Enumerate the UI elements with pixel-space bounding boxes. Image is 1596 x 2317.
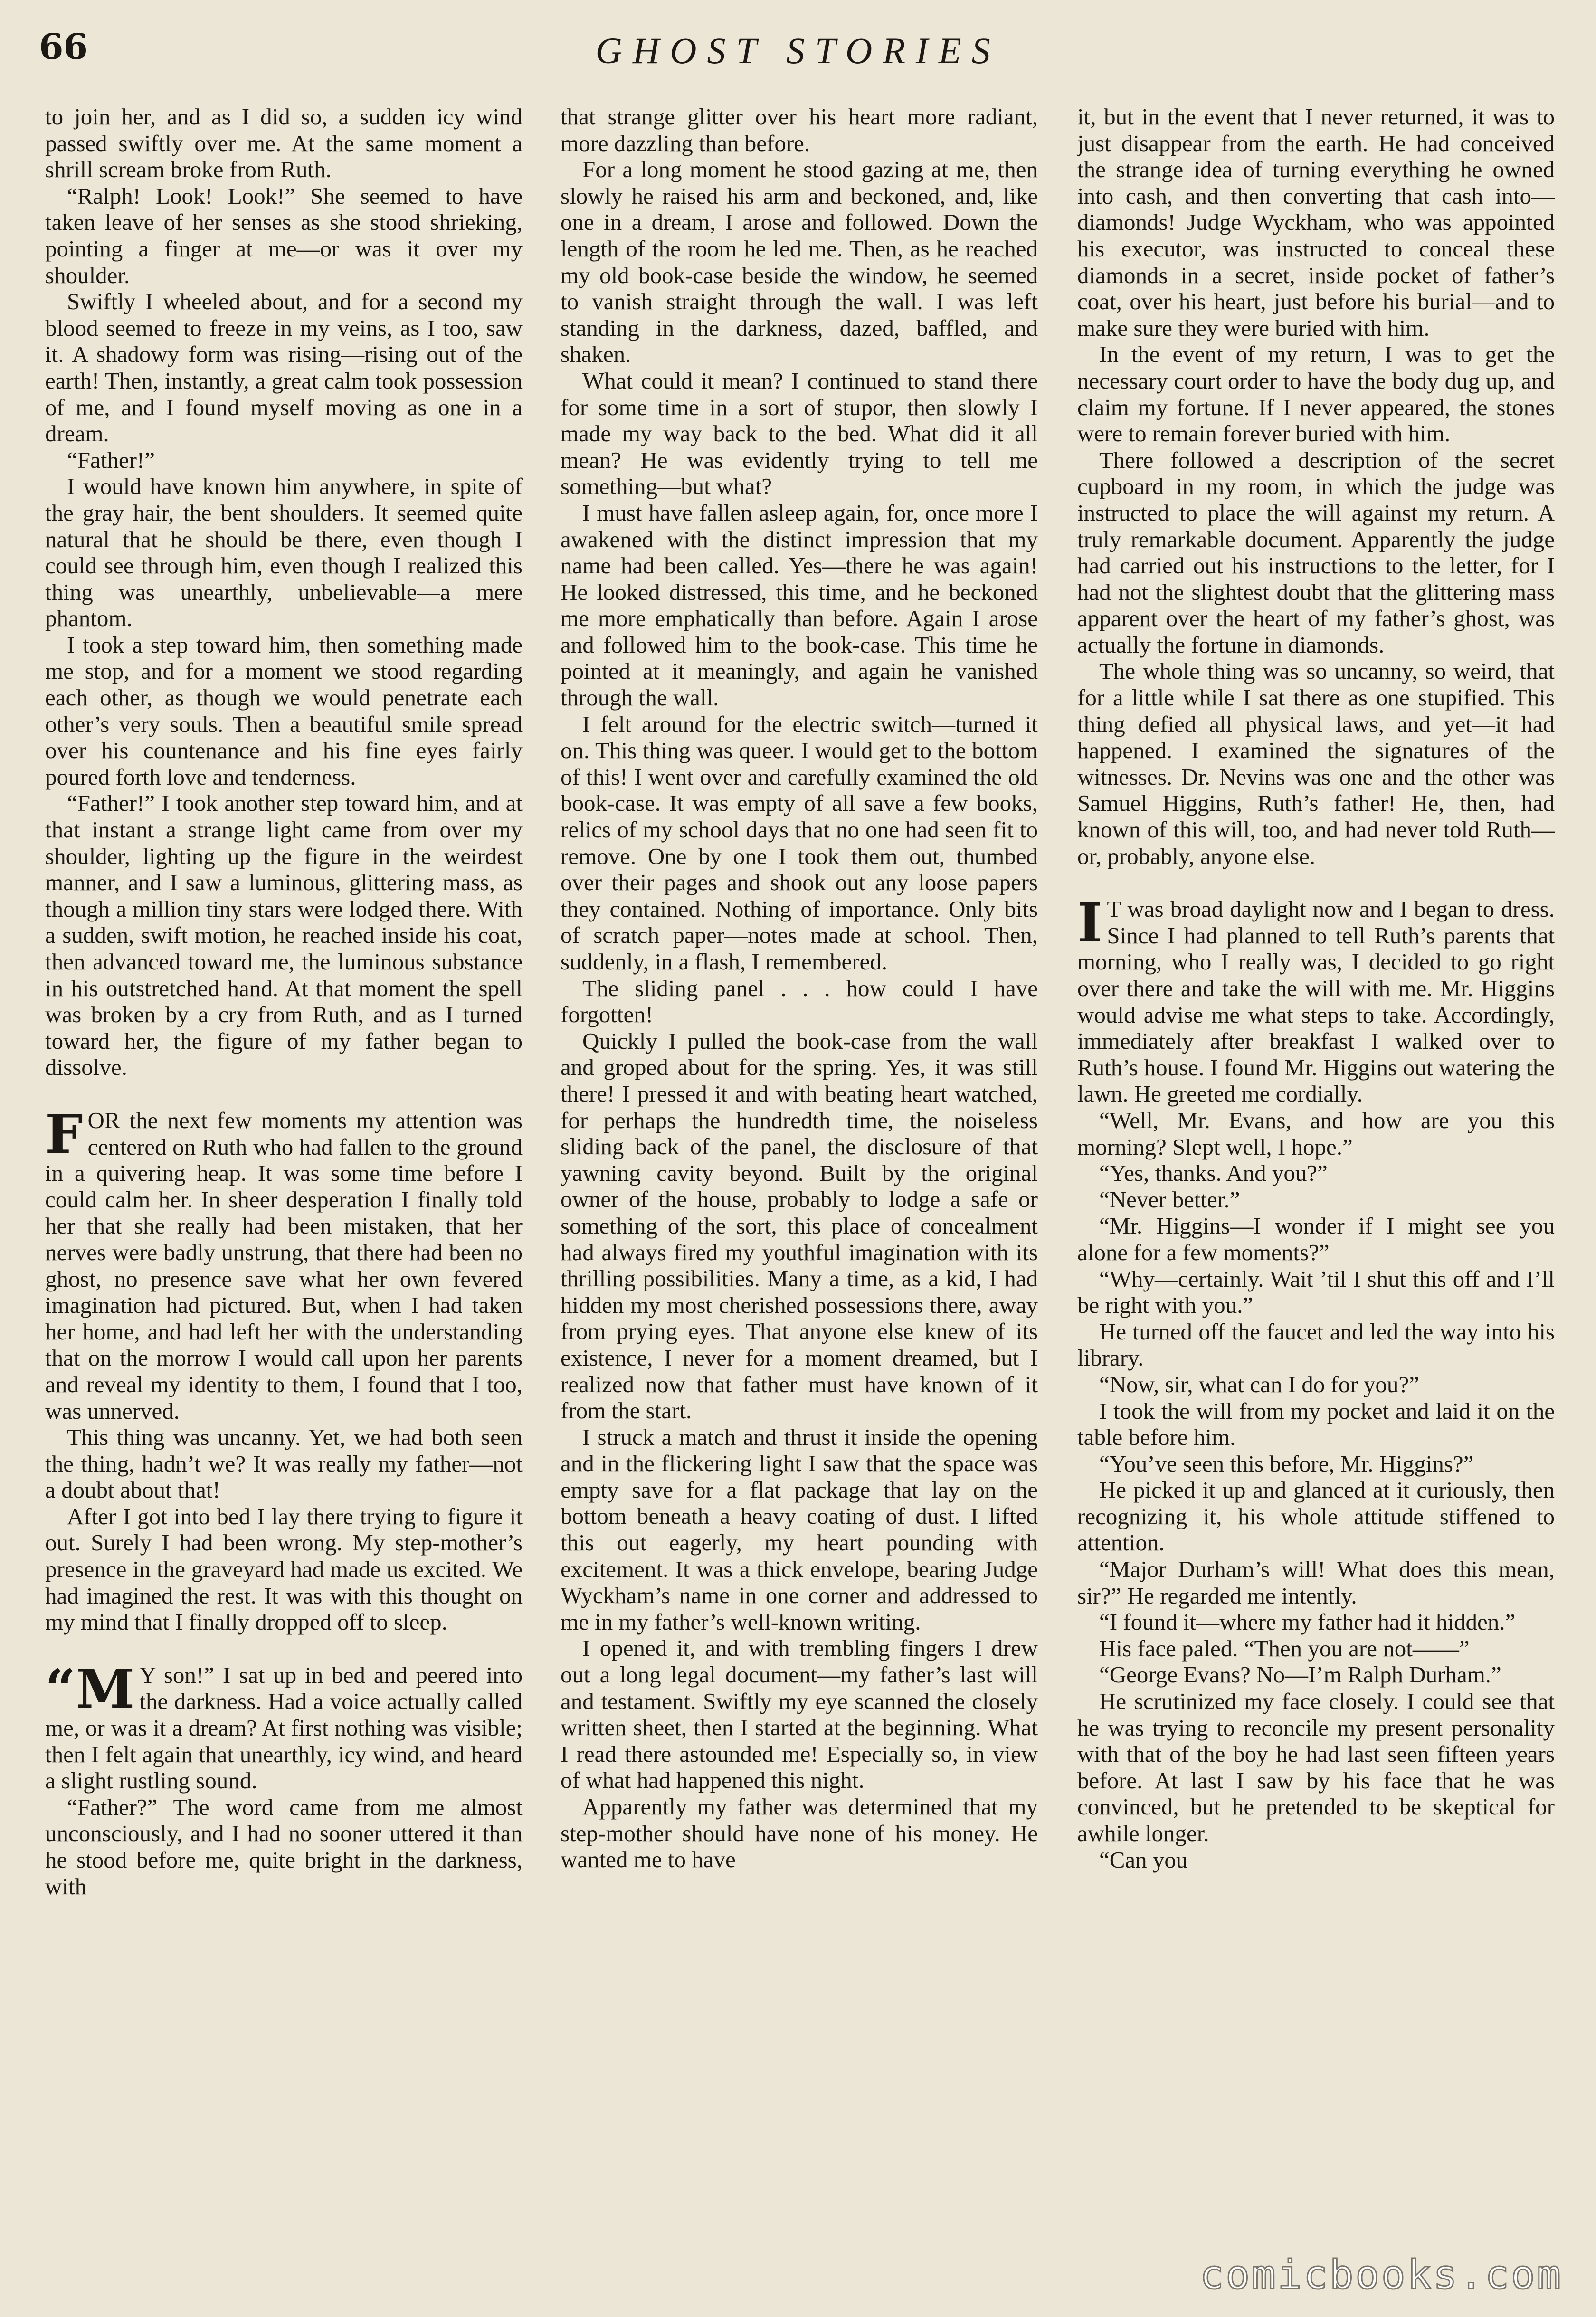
paragraph-text: Apparently my father was determined that my step-mother should have none of his money. He wanted me to have — [560, 1794, 1038, 1873]
paragraph — [1077, 1398, 1555, 1451]
paragraph-text: “Why—certainly. Wait ’til I shut this off and I’ll be right with you.” — [1077, 1265, 1555, 1319]
paragraph — [560, 104, 1038, 156]
paragraph — [1077, 658, 1555, 869]
paragraph-text: The whole thing was so uncanny, so weird, that for a little while I sat there as one stupified. This thing defied all physical laws, and yet—it had happened. I examined the signatures of the witnesses. Dr. Nevins was one and the other was Samuel Higgins, Ruth’s father! He, then, had known of this will, too, and had never told Ruth—or, probably, anyone else. — [1077, 658, 1555, 869]
paragraph — [1077, 1556, 1555, 1609]
paragraph — [45, 183, 522, 288]
paragraph — [560, 975, 1038, 1028]
paragraph-text: T was broad daylight now and I began to dress. Since I had planned to tell Ruth’s parents that morning, who I really was, I decided to go right over there and take the will with me. Mr. Higgins would advise me what steps to take. Accordingly, immediately after breakfast I walked over to Ruth’s house. I found Mr. Higgins out watering the lawn. He greeted me cordially. — [1077, 896, 1555, 1107]
paragraph-text: “Never better.” — [1099, 1186, 1240, 1213]
paragraph-text: This thing was uncanny. Yet, we had both seen the thing, hadn’t we? It was really my father—not a doubt about that! — [45, 1424, 522, 1503]
paragraph-text: OR the next few moments my attention was centered on Ruth who had fallen to the ground in a quivering heap. It was some time before I could calm her. In sheer desperation I finally told her that she really had been mistaken, that her nerves were badly unstrung, that there had been no ghost, no presence save what her own fevered imagination had pictured. But, when I had taken her home, and had left her with the understanding that on the morrow I would call upon her parents and reveal my identity to them, I found that I too, was unnerved. — [45, 1107, 522, 1424]
paragraph — [560, 1635, 1038, 1794]
paragraph-text: to join her, and as I did so, a sudden icy wind passed swiftly over me. At the same moment a shrill scream broke from Ruth. — [45, 104, 522, 183]
paragraph-text: “Father!” — [67, 446, 155, 473]
paragraph-text: I would have known him anywhere, in spite of the gray hair, the bent shoulders. It seemed quite natural that he should be there, even though I could see through him, even though I realized this thing was unearthly, unbelievable—a mere phantom. — [45, 473, 522, 632]
section-paragraph — [45, 1658, 522, 1794]
paragraph-text: “Can you — [1099, 1846, 1188, 1873]
paragraph-text: What could it mean? I continued to stand there for some time in a sort of stupor, then slowly I made my way back to the bed. What did it all mean? He was evidently trying to tell me something—but what? — [560, 367, 1038, 500]
page-number: 66 — [39, 27, 88, 67]
paragraph — [560, 368, 1038, 500]
paragraph-text: “Major Durham’s will! What does this mean, sir?” He regarded me intently. — [1077, 1556, 1555, 1609]
paragraph-text: There followed a description of the secret cupboard in my room, in which the judge was instructed to place the will against my return. A truly remarkable document. Apparently the judge had carried out his instructions to the letter, for I had not the slightest doubt that the glittering mass apparent over the heart of my father’s ghost, was actually the fortune in diamonds. — [1077, 446, 1555, 658]
paragraph — [560, 500, 1038, 711]
paragraph — [45, 632, 522, 790]
paragraph-text: “Father!” I took another step toward him, and at that instant a strange light came from over my shoulder, lighting up the figure in the weirdest manner, and I saw a luminous, glittering mass, as though a million tiny stars were lodged there. With a sudden, swift motion, he reached inside his coat, then advanced toward me, the luminous substance in his outstretched hand. At that moment the spell was broken by a cry from Ruth, and as I turned toward her, the figure of my father began to dissolve. — [45, 790, 522, 1081]
drop-cap: F — [45, 1103, 83, 1166]
paragraph — [1077, 1662, 1555, 1688]
paragraph-text: “Yes, thanks. And you?” — [1099, 1160, 1328, 1187]
paragraph — [1077, 1107, 1555, 1160]
paragraph — [560, 156, 1038, 368]
paragraph — [45, 790, 522, 1081]
paragraph — [1077, 1187, 1555, 1213]
paragraph-text: “Ralph! Look! Look!” She seemed to have taken leave of her senses as she stood shrieking, pointing a finger at me—or was it over my shoulder. — [45, 182, 522, 288]
paragraph — [45, 473, 522, 632]
paragraph — [1077, 1847, 1555, 1873]
paragraph-text: The sliding panel . . . how could I have forgotten! — [560, 975, 1038, 1028]
paragraph-text: “Now, sir, what can I do for you?” — [1099, 1371, 1419, 1397]
paragraph-text: “Mr. Higgins—I wonder if I might see you alone for a few moments?” — [1077, 1213, 1555, 1265]
paragraph — [1077, 341, 1555, 446]
section-paragraph — [1077, 892, 1555, 1107]
paragraph-text: that strange glitter over his heart more radiant, more dazzling than before. — [560, 104, 1038, 156]
paragraph — [45, 1503, 522, 1635]
text-column-1 — [45, 104, 522, 2270]
paragraph-text: I must have fallen asleep again, for, once more I awakened with the distinct impression that my name had been called. Yes—there he was again! He looked distressed, this time, and he beckoned me more emphatically than before. Again I arose and followed him to the book-case. This time he pointed at it meaningly, and again he vanished through the wall. — [560, 499, 1038, 711]
paragraph-text: I struck a match and thrust it inside the opening and in the flickering light I saw that the space was empty save for a flat package that lay on the bottom beneath a heavy coating of dust. I lifted this out eagerly, my heart pounding with excitement. It was a thick envelope, bearing Judge Wyckham’s name in one corner and addressed to me in my father’s well-known writing. — [560, 1424, 1038, 1635]
paragraph-text: He turned off the faucet and led the way into his library. — [1077, 1318, 1555, 1371]
paragraph-text: Quickly I pulled the book-case from the wall and groped about for the spring. Yes, it was still there! I pressed it and with beating heart watched, for perhaps the hundredth time, the noiseless sliding back of the panel, the disclosure of that yawning cavity beyond. Built by the original owner of the house, probably to lodge a safe or something of the sort, this place of concealment had always fired my youthful imagination with its thrilling possibilities. Many a time, as a kid, I had hidden my most cherished possessions there, away from prying eyes. That anyone else knew of its existence, I never for a moment dreamed, but I realized now that father must have known of it from the start. — [560, 1027, 1038, 1424]
paragraph-text: Swiftly I wheeled about, and for a second my blood seemed to freeze in my veins, as I too, saw it. A shadowy form was rising—rising out of the earth! Then, instantly, a great calm took possession of me, and I found myself moving as one in a dream. — [45, 288, 522, 447]
paragraph — [1077, 1160, 1555, 1187]
paragraph — [1077, 1688, 1555, 1847]
paragraph-text: I felt around for the electric switch—turned it on. This thing was queer. I would get to the bottom of this! I went over and carefully examined the old book-case. It was empty of all save a few books, relics of my school days that no one had seen fit to remove. One by one I took them out, thumbed over their pages and shook out any loose papers they contained. Nothing of importance. Only bits of scratch paper—notes made at school. Then, suddenly, in a flash, I remembered. — [560, 711, 1038, 975]
running-title: GHOST STORIES — [595, 30, 1001, 71]
paragraph-text: For a long moment he stood gazing at me, then slowly he raised his arm and beckoned, and, like one in a dream, I arose and followed. Down the length of the room he led me. Then, as he reached my old book-case beside the window, he seemed to vanish straight through the wall. I was left standing in the darkness, dazed, baffled, and shaken. — [560, 156, 1038, 368]
paragraph-text: “Well, Mr. Evans, and how are you this morning? Slept well, I hope.” — [1077, 1107, 1555, 1160]
paragraph — [1077, 1451, 1555, 1477]
paragraph-text: Y son!” I sat up in bed and peered into the darkness. Had a voice actually called me, or was it a dream? At first nothing was visible; then I felt again that unearthly, icy wind, and heard a slight rustling sound. — [45, 1662, 522, 1794]
paragraph-text: I took a step toward him, then something made me stop, and for a moment we stood regarding each other, as though we would penetrate each other’s very souls. Then a beautiful smile spread over his countenance and his fine eyes fairly poured forth love and tenderness. — [45, 631, 522, 790]
paragraph-text: His face paled. “Then you are not——” — [1099, 1635, 1470, 1662]
paragraph — [45, 104, 522, 183]
paragraph-text: He picked it up and glanced at it curiously, then recognizing it, his whole attitude stiffened to attention. — [1077, 1477, 1555, 1556]
paragraph — [1077, 104, 1555, 341]
paragraph — [1077, 1477, 1555, 1556]
paragraph — [45, 1424, 522, 1503]
paragraph — [1077, 1371, 1555, 1398]
paragraph — [1077, 1609, 1555, 1635]
paragraph-text: I opened it, and with trembling fingers I drew out a long legal document—my father’s last will and testament. Swiftly my eye scanned the closely written sheet, then I started at the beginning. What I read there astounded me! Especially so, in view of what had happened this night. — [560, 1635, 1038, 1794]
paragraph-text: “George Evans? No—I’m Ralph Durham.” — [1099, 1662, 1501, 1688]
paragraph-text: “I found it—where my father had it hidden.” — [1099, 1609, 1516, 1635]
paragraph-text: it, but in the event that I never returned, it was to just disappear from the earth. He had conceived the strange idea of turning everything he owned into cash, and then converting that cash into—diamonds! Judge Wyckham, who was appointed his executor, was instructed to conceal these diamonds in a secret, inside pocket of father’s coat, over his heart, just before his burial—and to make sure they were buried with him. — [1077, 104, 1555, 341]
paragraph — [1077, 1635, 1555, 1662]
paragraph — [1077, 1266, 1555, 1319]
paragraph — [560, 1028, 1038, 1424]
paragraph-text: “Father?” The word came from me almost unconsciously, and I had no sooner uttered it than he stood before me, quite bright in the darkness, with — [45, 1794, 522, 1899]
paragraph — [45, 288, 522, 447]
section-paragraph — [45, 1103, 522, 1424]
watermark: comicbooks.com — [1199, 2251, 1563, 2298]
paragraph — [45, 1794, 522, 1899]
paragraph — [1077, 1319, 1555, 1371]
page-header — [0, 0, 1596, 109]
paragraph — [560, 711, 1038, 975]
text-column-3 — [1077, 104, 1555, 2270]
paragraph-text: In the event of my return, I was to get the necessary court order to have the body dug up, and claim my fortune. If I never appeared, the stones were to remain forever buried with him. — [1077, 341, 1555, 447]
paragraph — [45, 447, 522, 474]
paragraph-text: “You’ve seen this before, Mr. Higgins?” — [1099, 1450, 1474, 1477]
drop-cap: “M — [45, 1658, 135, 1720]
paragraph — [1077, 1213, 1555, 1265]
text-column-2 — [560, 104, 1038, 2270]
paragraph — [1077, 447, 1555, 658]
paragraph-text: After I got into bed I lay there trying to figure it out. Surely I had been wrong. My step-mother’s presence in the graveyard had made us excited. We had imagined the rest. It was with this thought on my mind that I finally dropped off to sleep. — [45, 1503, 522, 1635]
paragraph — [560, 1424, 1038, 1635]
drop-cap: I — [1077, 892, 1102, 955]
paragraph-text: I took the will from my pocket and laid it on the table before him. — [1077, 1397, 1555, 1451]
paragraph — [560, 1794, 1038, 1873]
paragraph-text: He scrutinized my face closely. I could see that he was trying to reconcile my present personality with that of the boy he had last seen fifteen years before. At last I saw by his face that he was convinced, but he pretended to be skeptical for awhile longer. — [1077, 1688, 1555, 1846]
